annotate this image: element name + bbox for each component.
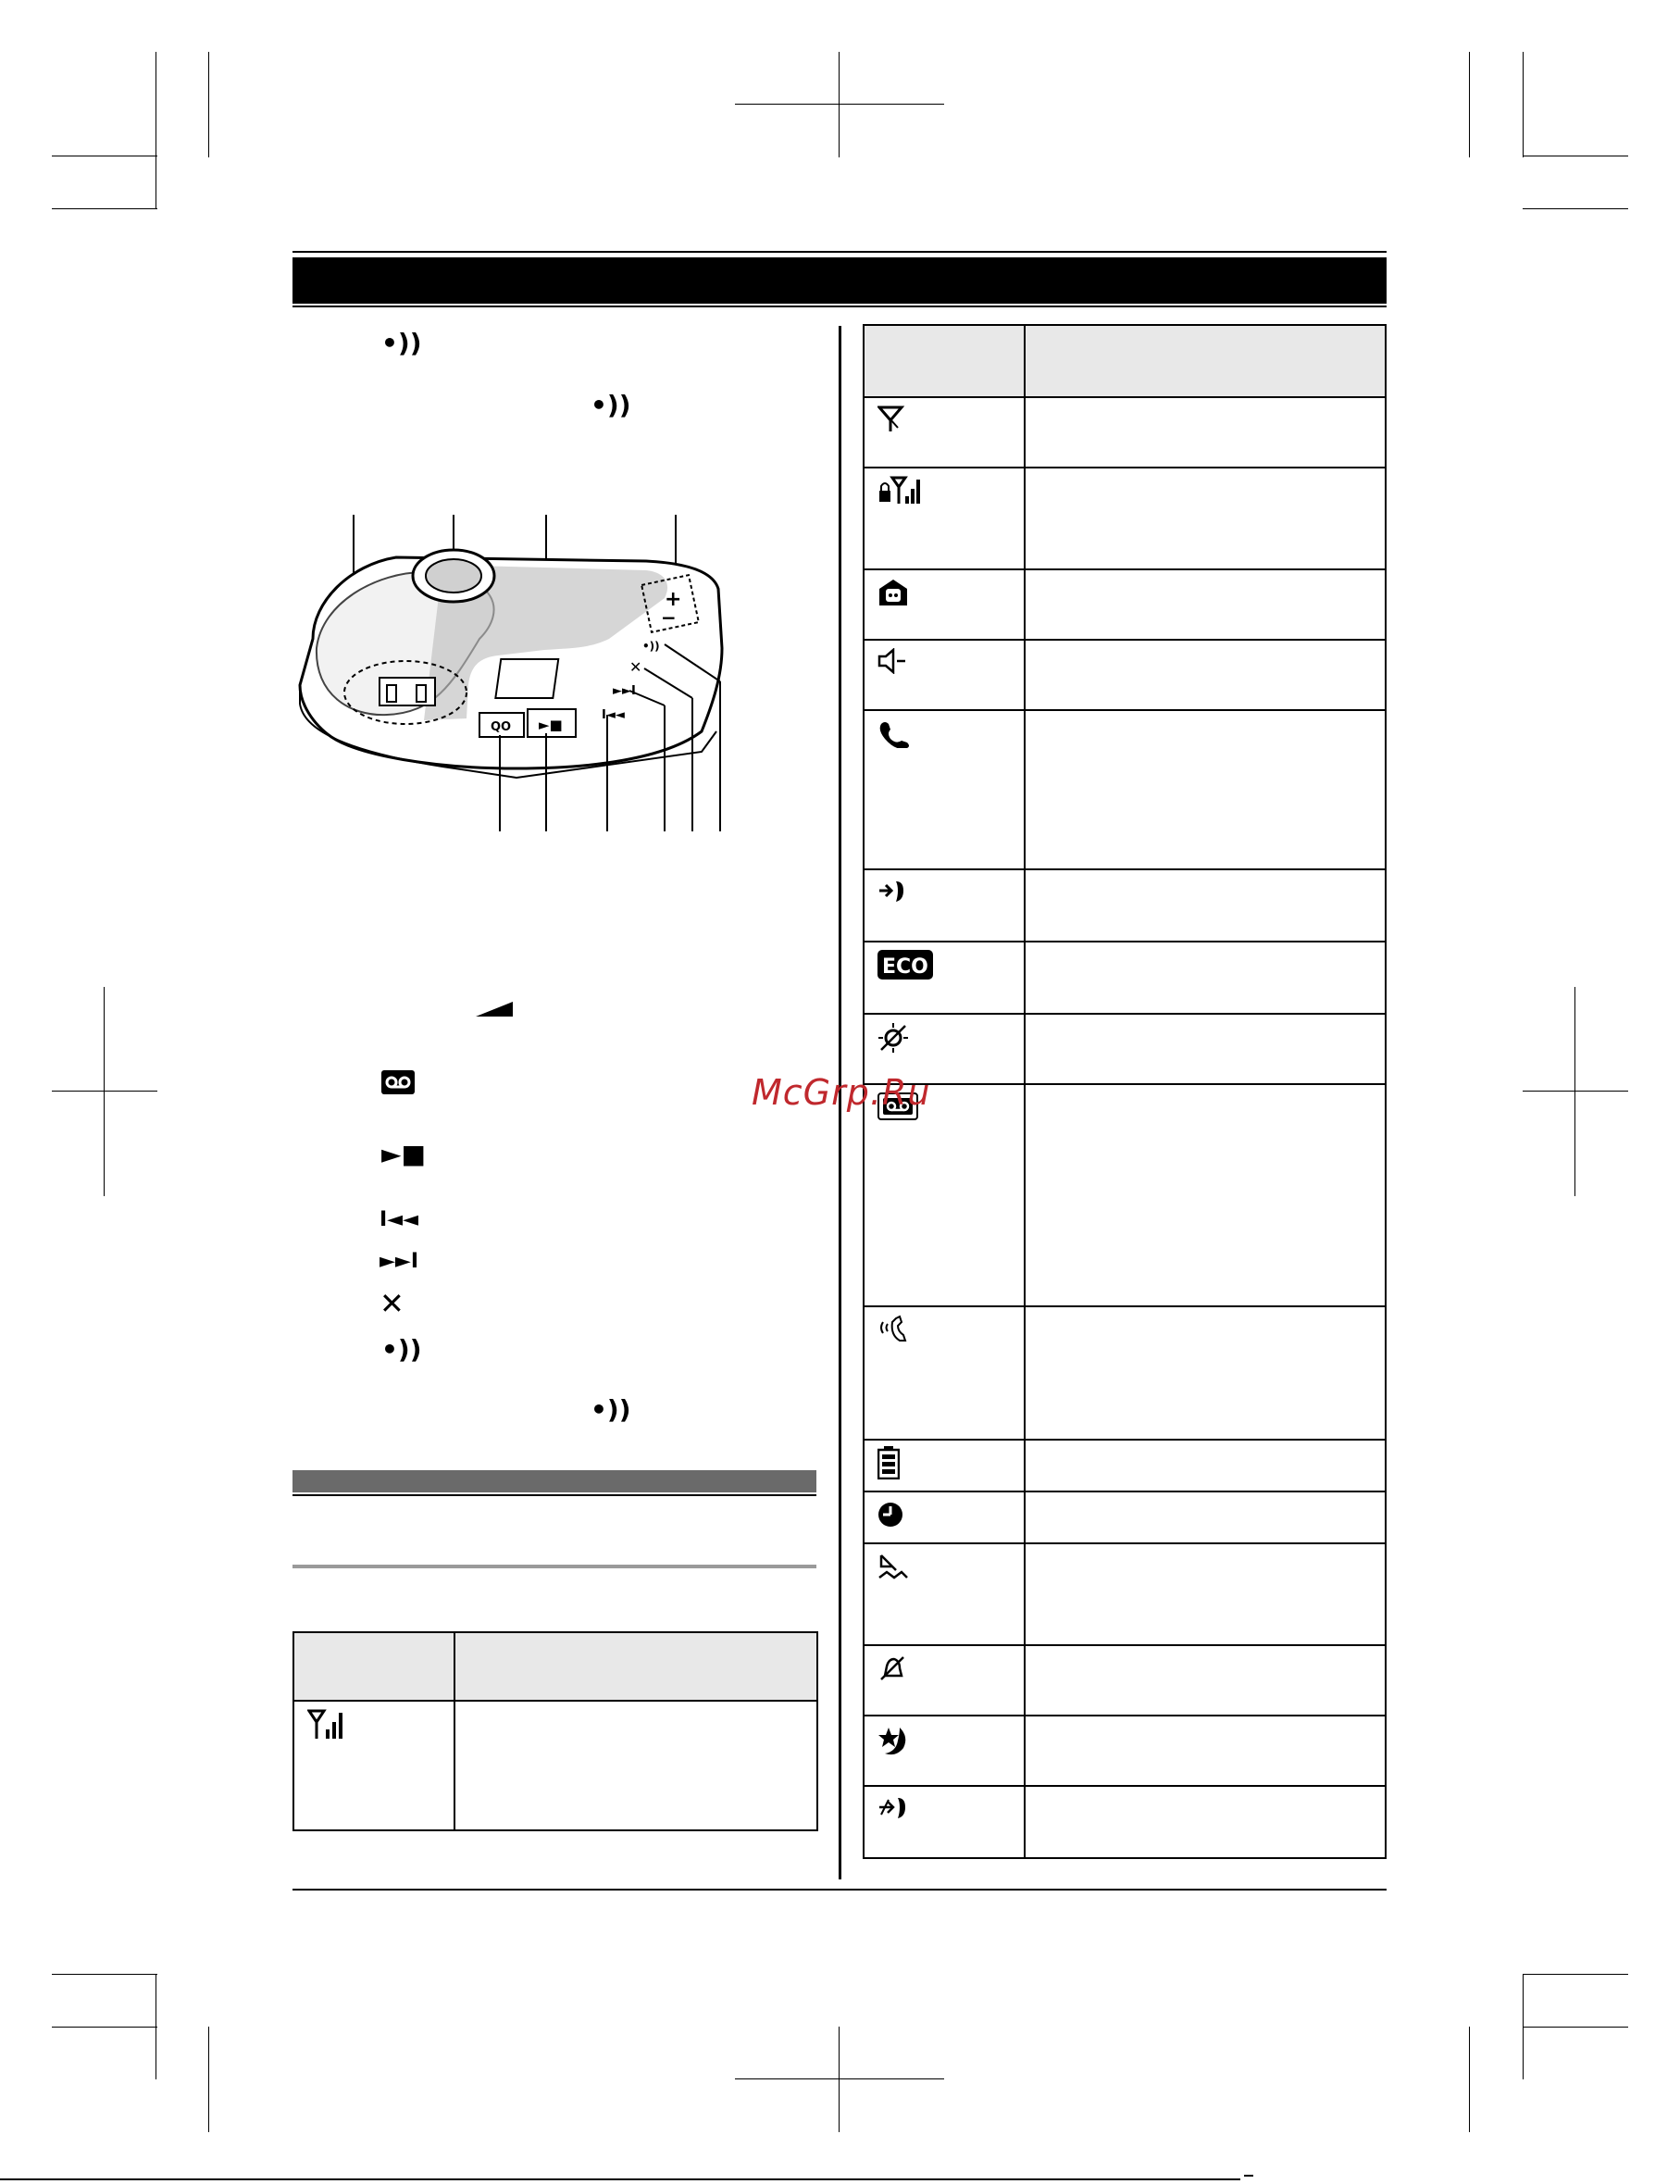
eco-icon xyxy=(877,950,935,981)
base-unit-illustration xyxy=(294,509,739,842)
right-icon-table xyxy=(863,324,1387,1859)
skip-back-icon: I◄◄ xyxy=(380,1208,419,1231)
table-row xyxy=(864,1543,1386,1645)
left-icon-table xyxy=(292,1631,818,1831)
table-header xyxy=(1025,325,1386,397)
locator-icon: •)) xyxy=(591,390,631,420)
svg-text:I◄◄: I◄◄ xyxy=(602,708,625,722)
subsection-rule xyxy=(292,1565,816,1568)
ringer-off-icon xyxy=(877,1022,909,1054)
signal-strength-icon xyxy=(307,1709,344,1741)
table-row xyxy=(864,640,1386,710)
section-rule xyxy=(292,1494,816,1496)
volume-down-label: − xyxy=(661,606,677,629)
home-mode-icon xyxy=(877,578,909,607)
table-row xyxy=(864,1491,1386,1543)
skip-forward-icon: ►►I xyxy=(380,1250,419,1273)
header-rule xyxy=(292,251,1387,253)
table-row xyxy=(864,710,1386,869)
wireless-call-icon xyxy=(877,1315,909,1342)
table-row xyxy=(864,397,1386,468)
locator-icon: •)) xyxy=(591,1394,631,1425)
svg-text:✕: ✕ xyxy=(629,658,642,676)
locator-icon: •)) xyxy=(381,1334,422,1365)
page-bottom-mark xyxy=(1244,2175,1253,2177)
play-key-label: ►■ xyxy=(539,717,563,733)
silent-mode-icon xyxy=(877,1654,907,1683)
page-bottom-rule xyxy=(0,2178,1240,2180)
locator-icon: •)) xyxy=(381,328,422,358)
table-row xyxy=(864,869,1386,942)
battery-icon xyxy=(877,1446,900,1479)
table-row xyxy=(864,942,1386,1014)
play-stop-icon: ►■ xyxy=(381,1139,426,1169)
volume-up-label: + xyxy=(665,588,682,611)
answering-machine-icon xyxy=(381,1070,415,1094)
line-in-use-icon xyxy=(877,718,915,748)
header-bar xyxy=(292,257,1387,304)
table-row xyxy=(864,1084,1386,1306)
table-row xyxy=(864,569,1386,640)
table-row xyxy=(864,1716,1386,1786)
table-row xyxy=(864,1014,1386,1084)
footer-rule xyxy=(292,1889,1387,1891)
volume-wedge-icon xyxy=(476,1002,513,1017)
table-row xyxy=(864,1645,1386,1716)
record-key-label: QO xyxy=(491,720,512,734)
clock-icon xyxy=(877,1502,903,1528)
table-header xyxy=(293,1632,454,1701)
svg-text:ECO: ECO xyxy=(882,955,928,979)
table-row xyxy=(864,468,1386,569)
table-header xyxy=(864,325,1025,397)
speakerphone-icon xyxy=(877,648,907,674)
table-row xyxy=(864,1440,1386,1491)
call-block-icon xyxy=(877,1794,911,1824)
out-of-range-antenna-icon xyxy=(877,406,905,433)
table-row xyxy=(864,1306,1386,1440)
night-mode-icon xyxy=(877,1724,911,1757)
table-row xyxy=(293,1701,817,1830)
missed-call-icon xyxy=(877,1552,909,1581)
table-header xyxy=(454,1632,817,1701)
header-rule xyxy=(292,306,1387,307)
watermark: McGrp.Ru xyxy=(752,1072,931,1113)
svg-text:►►I: ►►I xyxy=(613,684,636,698)
table-row xyxy=(864,1786,1386,1858)
svg-text:•)): •)) xyxy=(642,640,660,653)
section-heading-bar xyxy=(292,1470,816,1492)
locked-signal-strength-icon xyxy=(877,476,922,507)
intercom-icon xyxy=(877,878,907,905)
delete-icon: ✕ xyxy=(380,1286,404,1321)
